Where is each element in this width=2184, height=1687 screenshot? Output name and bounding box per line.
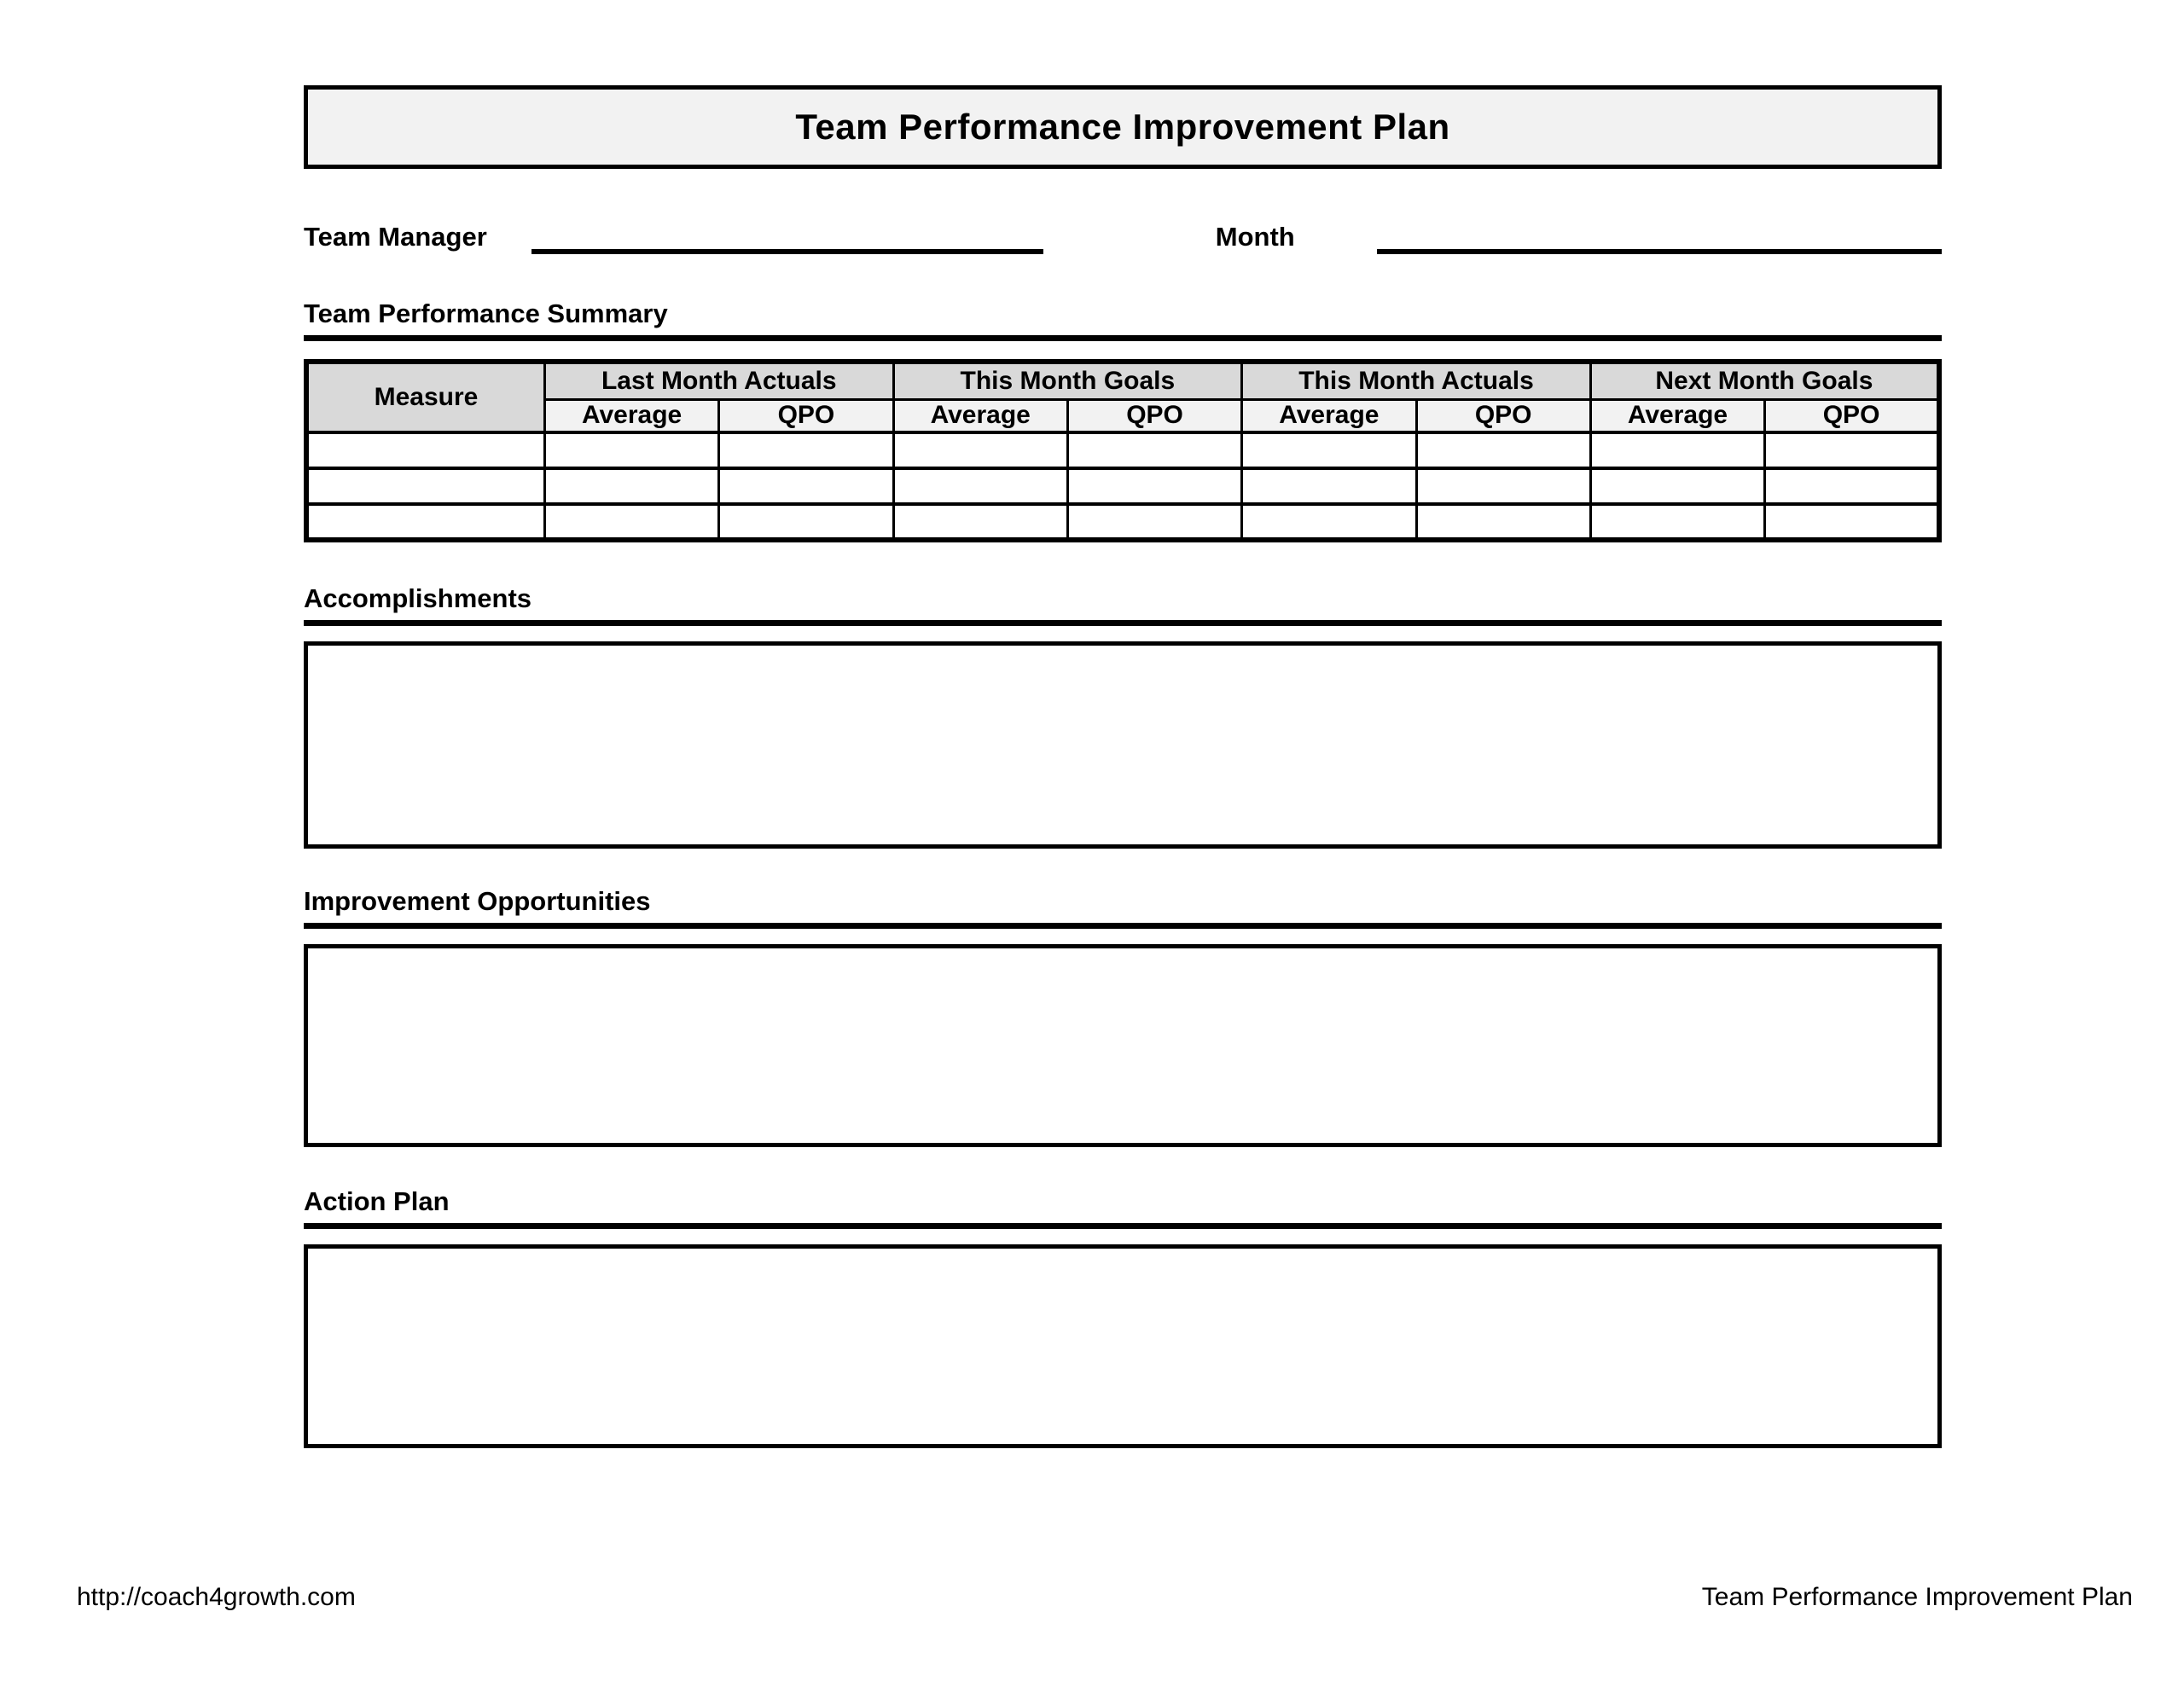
footer-doc-title: Team Performance Improvement Plan (1701, 1583, 2133, 1611)
action-plan-heading: Action Plan (304, 1186, 450, 1216)
month-field[interactable] (1377, 220, 1942, 254)
table-cell[interactable] (544, 468, 718, 504)
group-header-this-month-actuals: This Month Actuals (1242, 362, 1591, 399)
action-plan-box[interactable] (304, 1244, 1942, 1448)
team-manager-field[interactable] (531, 220, 1043, 254)
table-cell[interactable] (306, 468, 544, 504)
table-cell[interactable] (1765, 468, 1939, 504)
page-title: Team Performance Improvement Plan (795, 107, 1450, 147)
subheader-qpo: QPO (1067, 399, 1241, 432)
subheader-qpo: QPO (1416, 399, 1590, 432)
subheader-qpo: QPO (1765, 399, 1939, 432)
table-cell[interactable] (1416, 432, 1590, 468)
page-footer (77, 1583, 2133, 1612)
summary-heading-rule (304, 335, 1942, 341)
table-cell[interactable] (544, 432, 718, 468)
measure-column-header: Measure (306, 362, 544, 432)
table-cell[interactable] (1242, 468, 1416, 504)
subheader-average: Average (544, 399, 718, 432)
table-cell[interactable] (1590, 468, 1764, 504)
table-cell[interactable] (719, 468, 893, 504)
table-cell[interactable] (1590, 504, 1764, 540)
table-row (306, 468, 1939, 504)
group-header-row (306, 362, 1939, 399)
table-row (306, 432, 1939, 468)
sub-header-row (306, 399, 1939, 432)
team-manager-label: Team Manager (304, 222, 487, 252)
table-cell[interactable] (1242, 432, 1416, 468)
accomplishments-heading-rule (304, 620, 1942, 626)
table-cell[interactable] (1242, 504, 1416, 540)
accomplishments-box[interactable] (304, 641, 1942, 849)
performance-summary-table (304, 359, 1942, 542)
table-cell[interactable] (1765, 504, 1939, 540)
group-header-next-month-goals: Next Month Goals (1590, 362, 1939, 399)
table-cell[interactable] (306, 504, 544, 540)
accomplishments-heading: Accomplishments (304, 583, 532, 613)
group-header-last-month-actuals: Last Month Actuals (544, 362, 893, 399)
table-cell[interactable] (893, 432, 1067, 468)
table-cell[interactable] (893, 504, 1067, 540)
footer-url: http://coach4growth.com (77, 1583, 356, 1611)
table-cell[interactable] (1067, 432, 1241, 468)
subheader-average: Average (1590, 399, 1764, 432)
table-cell[interactable] (1067, 468, 1241, 504)
summary-section-heading: Team Performance Summary (304, 299, 668, 328)
improvement-opportunities-heading-rule (304, 923, 1942, 929)
subheader-average: Average (1242, 399, 1416, 432)
table-row (306, 504, 1939, 540)
table-cell[interactable] (893, 468, 1067, 504)
month-label: Month (1215, 222, 1295, 252)
table-cell[interactable] (1765, 432, 1939, 468)
improvement-opportunities-heading: Improvement Opportunities (304, 886, 651, 916)
table-cell[interactable] (719, 432, 893, 468)
action-plan-heading-rule (304, 1223, 1942, 1229)
header-fields-row (304, 217, 1942, 254)
group-header-this-month-goals: This Month Goals (893, 362, 1242, 399)
table-cell[interactable] (1416, 468, 1590, 504)
table-cell[interactable] (1067, 504, 1241, 540)
title-banner (304, 85, 1942, 169)
table-cell[interactable] (1416, 504, 1590, 540)
subheader-average: Average (893, 399, 1067, 432)
table-cell[interactable] (719, 504, 893, 540)
improvement-opportunities-box[interactable] (304, 944, 1942, 1147)
table-cell[interactable] (306, 432, 544, 468)
table-cell[interactable] (544, 504, 718, 540)
summary-table-body (306, 432, 1939, 540)
subheader-qpo: QPO (719, 399, 893, 432)
table-cell[interactable] (1590, 432, 1764, 468)
